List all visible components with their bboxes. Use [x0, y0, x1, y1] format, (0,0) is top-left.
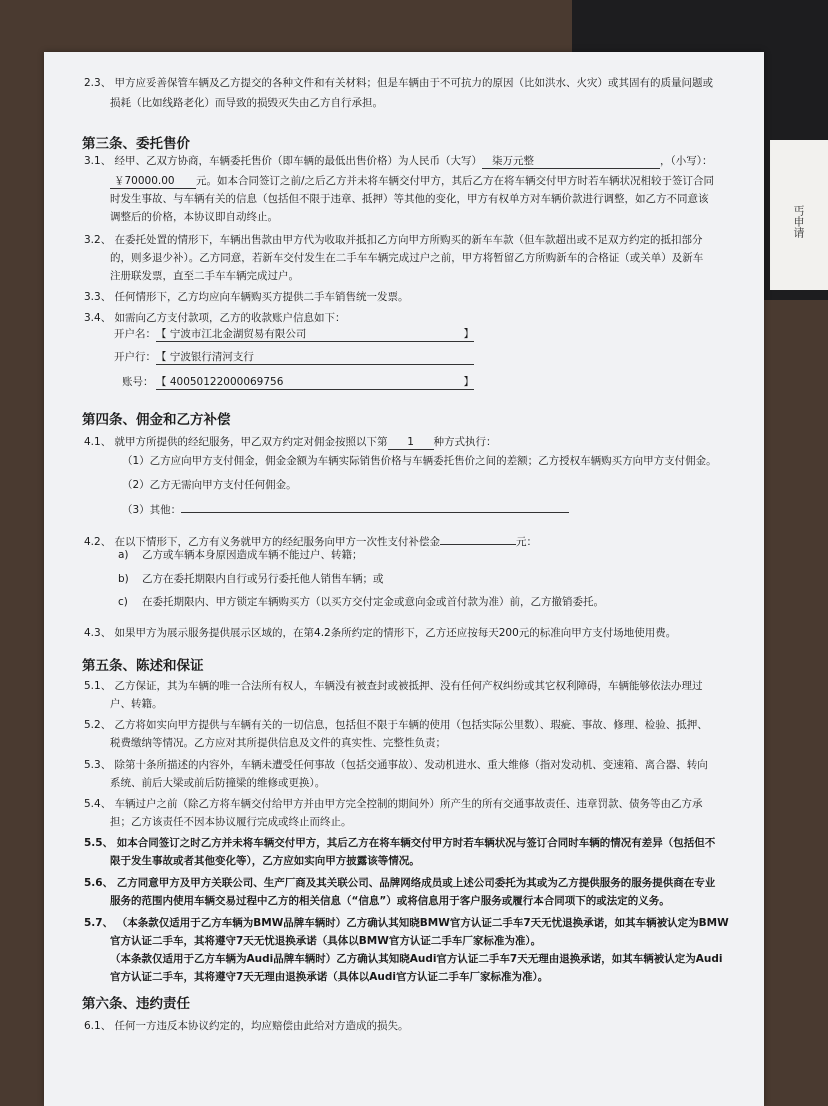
clause-5-6-line2: 服务的范围内使用车辆交易过程中乙方的相关信息（“信息”）或将信息用于客户服务或履行本合同项下的或法定的义务。	[110, 895, 670, 907]
section-6-heading: 第六条、违约责任	[82, 996, 190, 1012]
clause-5-3-line1: 5.3、 除第十条所描述的内容外，车辆未遭受任何事故（包括交通事故）、发动机进水、重大维修（指对发动机、变速箱、离合器、转向	[84, 759, 708, 771]
clause-3-2-line2: 的，则多退少补）。乙方同意，若新车交付发生在二手车车辆完成过户之前，甲方将暂留乙方所购新车的合格证（或关单）及新车	[110, 252, 704, 264]
clause-2-3-line1: 2.3、 甲方应妥善保管车辆及乙方提交的各种文件和有关材料；但是车辆由于不可抗力的原因（比如洪水、火灾）或其固有的质量问题或	[84, 77, 714, 89]
clause-4-1-option-3: （3）其他：	[122, 500, 569, 517]
clause-5-2-line2: 税费缴纳等情况。乙方应对其所提供信息及文件的真实性、完整性负责；	[110, 737, 446, 749]
clause-5-1-line2: 户、转籍。	[110, 698, 163, 710]
section-5-heading: 第五条、陈述和保证	[82, 658, 204, 674]
clause-3-1-line1: 3.1、 经甲、乙双方协商，车辆委托售价（即车辆的最低出售价格）为人民币（大写） 柒万元整 ，（小写）：	[84, 155, 713, 167]
clause-4-2-c-label: c)	[118, 596, 128, 608]
clause-3-4: 3.4、 如需向乙方支付款项，乙方的收款账户信息如下：	[84, 312, 346, 324]
price-in-words: 柒万元整	[482, 154, 660, 169]
clause-5-5-line2: 限于发生事故或者其他变化等），乙方应如实向甲方披露该等情况。	[110, 855, 420, 867]
clause-4-2-a-label: a)	[118, 549, 129, 561]
clause-3-1-line4: 调整后的价格，本协议即自动终止。	[110, 211, 278, 223]
clause-3-3: 3.3、 任何情形下，乙方均应向车辆购买方提供二手车销售统一发票。	[84, 291, 409, 303]
clause-5-3-line2: 系统、前后大梁或前后防撞梁的维修或更换）。	[110, 777, 326, 789]
clause-4-2-c: 在委托期限内、甲方锁定车辆购买方（以买方交付定金或意向金或首付款为准）前，乙方撤销委托。	[142, 596, 604, 608]
clause-5-7-line2: 官方认证二手车，其将遵守7天无忧退换承诺（具体以BMW官方认证二手车厂家标准为准）。	[110, 935, 542, 947]
clause-5-5-line1: 5.5、 如本合同签订之时乙方并未将车辆交付甲方，其后乙方在将车辆交付甲方时若车辆状况与签订合同时车辆的情况有差异（包括但不	[84, 837, 716, 849]
clause-4-1-option-2: （2）乙方无需向甲方支付任何佣金。	[122, 479, 297, 491]
clause-4-1: 4.1、 就甲方所提供的经纪服务，甲乙双方约定对佣金按照以下第 1 种方式执行：	[84, 436, 497, 448]
clause-5-4-line2: 担；乙方该责任不因本协议履行完成或终止而终止。	[110, 816, 352, 828]
desk-paper-note: 丐申请	[792, 205, 805, 238]
clause-2-3-line2: 损耗（比如线路老化）而导致的损毁灭失由乙方自行承担。	[110, 97, 383, 109]
clause-5-1-line1: 5.1、 乙方保证，其为车辆的唯一合法所有权人，车辆没有被查封或被抵押、没有任何产权纠纷或其它权利障碍，车辆能够依法办理过	[84, 680, 703, 692]
account-name-field: 【 宁波市江北金湖贸易有限公司 】	[156, 328, 474, 340]
clause-5-6-line1: 5.6、 乙方同意甲方及甲方关联公司、生产厂商及其关联公司、品牌网络成员或上述公司委托为其或为乙方提供服务的服务提供商在专业	[84, 877, 716, 889]
clause-4-2: 4.2、 在以下情形下，乙方有义务就甲方的经纪服务向甲方一次性支付补偿金 元：	[84, 532, 537, 549]
account-number-label: 账号：	[122, 376, 154, 388]
clause-5-4-line1: 5.4、 车辆过户之前（除乙方将车辆交付给甲方并由甲方完全控制的期间外）所产生的所有交通事故责任、违章罚款、债务等由乙方承	[84, 798, 703, 810]
clause-3-2-line3: 注册联发票，直至二手车车辆完成过户。	[110, 270, 299, 282]
clause-3-1-line2: ￥70000.00 元。如本合同签订之前/之后乙方并未将车辆交付甲方，其后乙方在将车辆交付甲方时若车辆状况相较于签订合同	[110, 174, 714, 189]
clause-4-3: 4.3、 如果甲方为展示服务提供展示区域的，在第4.2条所约定的情形下，乙方还应按每天200元的标准向甲方支付场地使用费。	[84, 627, 677, 639]
clause-4-2-a: 乙方或车辆本身原因造成车辆不能过户、转籍；	[142, 549, 363, 561]
clause-4-2-b-label: b)	[118, 573, 129, 585]
account-name-label: 开户名：	[114, 328, 156, 340]
account-number-field: 【 40050122000069756 】	[156, 376, 474, 388]
clause-4-1-option-1: （1）乙方应向甲方支付佣金，佣金金额为车辆实际销售价格与车辆委托售价之间的差额；乙方授权车辆购买方向甲方支付佣金。	[122, 455, 717, 467]
clause-5-7-line1: 5.7、 （本条款仅适用于乙方车辆为BMW品牌车辆时）乙方确认其知晓BMW官方认证二手车7天无忧退换承诺，如其车辆被认定为BMW	[84, 917, 729, 929]
price-in-figures: ￥70000.00	[110, 174, 196, 189]
contract-page	[44, 52, 764, 1106]
clause-4-2-b: 乙方在委托期限内自行或另行委托他人销售车辆；或	[142, 573, 384, 585]
clause-5-7-line4: 官方认证二手车，其将遵守7天无理由退换承诺（具体以Audi官方认证二手车厂家标准为准）。	[110, 971, 549, 983]
clause-6-1: 6.1、 任何一方违反本协议约定的，均应赔偿由此给对方造成的损失。	[84, 1020, 409, 1032]
bank-field: 【 宁波银行清河支行	[156, 350, 474, 365]
clause-5-2-line1: 5.2、 乙方将如实向甲方提供与车辆有关的一切信息，包括但不限于车辆的使用（包括实际公里数）、瑕疵、事故、修理、检验、抵押、	[84, 719, 708, 731]
clause-3-1-line3: 时发生事故、与车辆有关的信息（包括但不限于违章、抵押）等其他的变化，甲方有权单方对车辆价款进行调整，如乙方不同意该	[110, 193, 709, 205]
clause-5-7-line3: （本条款仅适用于乙方车辆为Audi品牌车辆时）乙方确认其知晓Audi官方认证二手车7天无理由退换承诺，如其车辆被认定为Audi	[110, 953, 723, 965]
section-3-heading: 第三条、委托售价	[82, 136, 190, 152]
clause-3-2-line1: 3.2、 在委托处置的情形下，车辆出售款由甲方代为收取并抵扣乙方向甲方所购买的新车车款（但车款超出或不足双方约定的抵扣部分	[84, 234, 703, 246]
section-4-heading: 第四条、佣金和乙方补偿	[82, 412, 231, 428]
bank-label: 开户行：	[114, 351, 156, 363]
commission-option: 1	[388, 435, 434, 450]
compensation-blank	[440, 532, 516, 545]
